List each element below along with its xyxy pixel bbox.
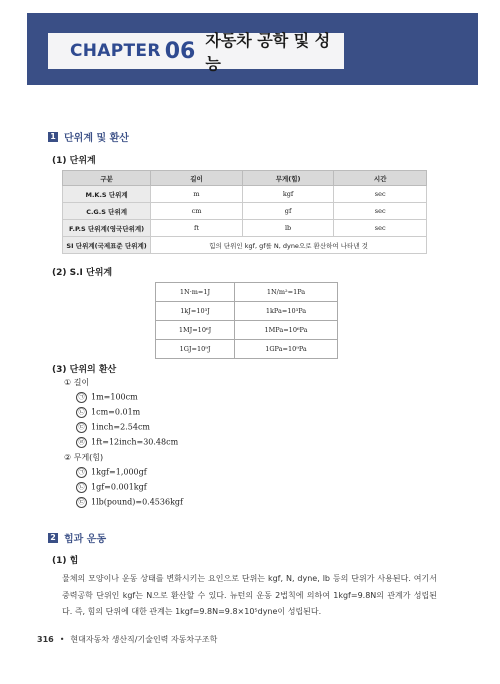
table-cell: 1N/m²=1Pa [235,283,338,302]
force-paragraph: 물체의 모양이나 운동 상태를 변화시키는 요인으로 단위는 kgf, N, dyne, lb 등의 단위가 사용된다. 여기서 중력공학 단위인 kgf는 N으로 환산할 수 있다. 뉴턴의 운동 2법칙에 의하여 1kgf=9.8N의 관계가 성립된다. 즉, 힘의 단위에 대한 관계는 1kgf=9.8N=9.8×10⁵dyne이 성립된다. [62,574,437,616]
section-2-number: 2 [48,533,58,543]
list-mark: ㉡ [76,407,87,418]
table-cell: ft [151,220,243,237]
list-text: 1ft=12inch=30.48cm [91,437,179,447]
list-item [76,437,178,448]
table-header: 구분 [63,171,151,186]
table-cell: 1MPa=10⁶Pa [235,321,338,340]
chapter-number: 06 [164,38,196,64]
footer-text: 현대자동차 생산직/기술인력 자동차구조학 [70,635,218,644]
table-header: 무게(힘) [242,171,334,186]
table-cell: lb [242,220,334,237]
table-header: 시간 [334,171,427,186]
chapter-title-box [48,31,344,73]
list-mark: ㉢ [76,497,87,508]
row-label: C.G.S 단위계 [63,203,151,220]
section-2-heading [48,530,106,545]
weight-label: ② 무게(힘) [64,453,104,462]
list-text: 1inch=2.54cm [91,422,151,432]
table-cell: cm [151,203,243,220]
table-row [156,321,338,340]
table-header: 길이 [151,171,243,186]
table-row [156,283,338,302]
row-label: SI 단위계(국제표준 단위계) [63,237,151,254]
table-cell: 1MJ=10⁶J [156,321,235,340]
table-cell: gf [242,203,334,220]
list-text: 1m=100cm [91,392,138,402]
footer-bullet: • [59,635,65,644]
unit-system-table [62,170,427,254]
table-row [156,302,338,321]
page-number: 316 [37,635,54,644]
row-label: M.K.S 단위계 [63,186,151,203]
table-cell: sec [334,220,427,237]
table-row [63,220,427,237]
subsection-force: (1) 힘 [52,556,79,566]
list-text: 1cm=0.01m [91,407,141,417]
list-text: 1gf=0.001kgf [91,482,147,492]
list-mark: ㉠ [76,467,87,478]
chapter-title: 자동차 공학 및 성능 [205,31,331,73]
table-cell: m [151,186,243,203]
list-item [76,482,147,493]
table-cell: 1GPa=10⁹Pa [235,340,338,359]
list-text: 1kgf=1,000gf [91,467,147,477]
section-2-title: 힘과 운동 [64,534,107,545]
page-footer [37,634,217,645]
table-cell: 1N·m=1J [156,283,235,302]
section-1-title: 단위계 및 환산 [64,133,129,144]
table-row [156,340,338,359]
table-cell: sec [334,186,427,203]
subsection-unit-conversion: (3) 단위의 환산 [52,365,117,375]
length-label: ① 길이 [64,378,90,387]
list-item [76,497,183,508]
table-cell: 1GJ=10⁹J [156,340,235,359]
section-1-number: 1 [48,132,58,142]
table-header-row [63,171,427,186]
list-mark: ㉢ [76,422,87,433]
list-mark: ㉣ [76,437,87,448]
table-cell: 1kPa=10³Pa [235,302,338,321]
list-item [76,422,150,433]
table-cell: 힘의 단위인 kgf, gf를 N, dyne으로 환산하여 나타낸 것 [151,237,427,254]
list-item [76,407,140,418]
subsection-unit-systems: (1) 단위계 [52,156,96,166]
table-row [63,186,427,203]
list-item [76,392,138,403]
table-cell: sec [334,203,427,220]
list-mark: ㉡ [76,482,87,493]
row-label: F.P.S 단위계(영국단위계) [63,220,151,237]
subsection-si-units: (2) S.I 단위계 [52,268,113,278]
list-item [76,467,147,478]
table-cell: kgf [242,186,334,203]
table-row [63,203,427,220]
table-row [63,237,427,254]
list-text: 1lb(pound)=0.4536kgf [91,497,183,507]
chapter-word: CHAPTER [70,41,161,61]
table-cell: 1kJ=10³J [156,302,235,321]
section-1-heading [48,129,129,144]
si-unit-table [155,282,338,359]
list-mark: ㉠ [76,392,87,403]
